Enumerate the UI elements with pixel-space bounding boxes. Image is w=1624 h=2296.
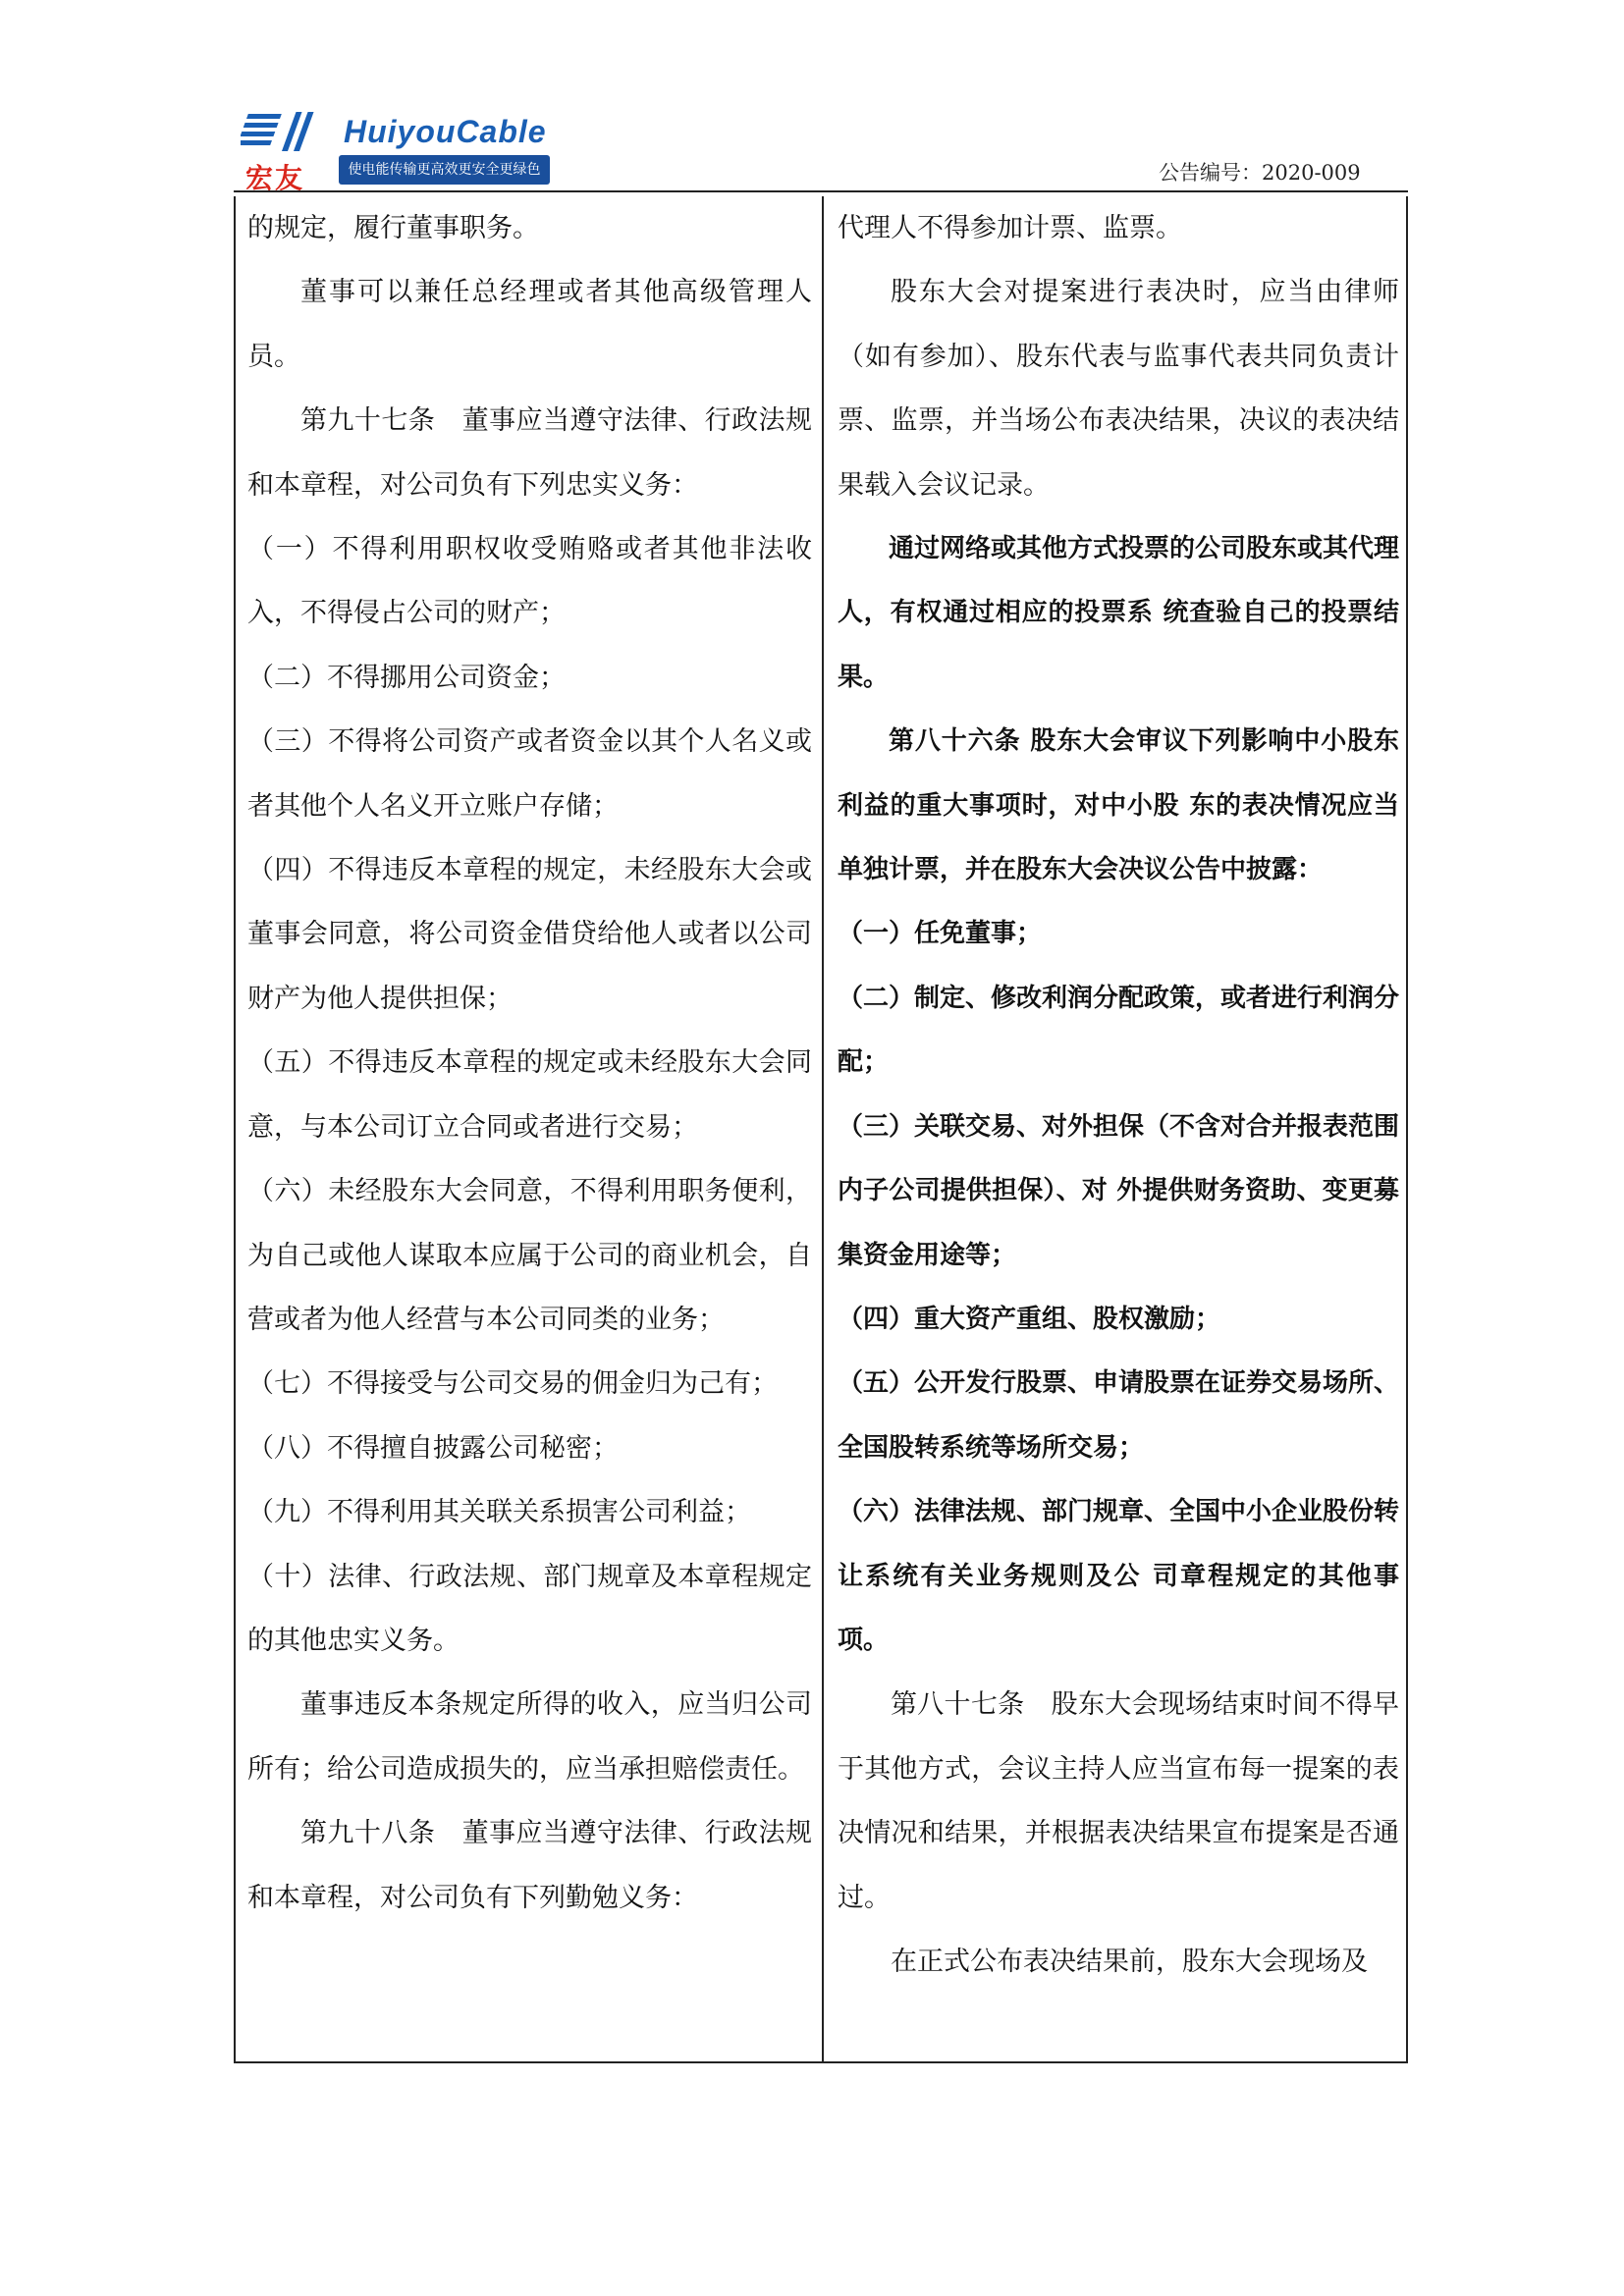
paragraph: （三）关联交易、对外担保（不含对合并报表范围内子公司提供担保）、对 外提供财务资助、变更募集资金用途等； [838, 1111, 1400, 1270]
paragraph: （三）不得将公司资产或者资金以其个人名义或者其他个人名义开立账户存储； [247, 726, 812, 822]
logo-english-name: HuiyouCable [344, 114, 547, 149]
paragraph: 的规定，履行董事职务。 [247, 213, 539, 243]
paragraph: （四）不得违反本章程的规定，未经股东大会或董事会同意，将公司资金借贷给他人或者以公司财产为他人提供担保； [247, 855, 812, 1014]
paragraph: 第八十七条 股东大会现场结束时间不得早于其他方式，会议主持人应当宣布每一提案的表决情况和结果，并根据表决结果宣布提案是否通过。 [838, 1689, 1399, 1913]
paragraph: 通过网络或其他方式投票的公司股东或其代理人，有权通过相应的投票系 统查验自己的投票结果。 [838, 534, 1400, 692]
paragraph: （五）不得违反本章程的规定或未经股东大会同意，与本公司订立合同或者进行交易； [247, 1047, 812, 1143]
paragraph: 董事可以兼任总经理或者其他高级管理人员。 [247, 277, 812, 372]
notice-number: 公告编号：2020-009 [1159, 161, 1361, 185]
comparison-table [234, 196, 1408, 2063]
paragraph: （八）不得擅自披露公司秘密； [247, 1432, 619, 1464]
paragraph: （二）不得挪用公司资金； [247, 662, 566, 693]
paragraph: （四）重大资产重组、股权激励； [838, 1304, 1221, 1334]
logo-chinese-name: 宏友 [245, 162, 305, 194]
paragraph: （五）公开发行股票、申请股票在证券交易场所、全国股转系统等场所交易； [838, 1368, 1400, 1463]
paragraph: 在正式公布表决结果前，股东大会现场及 [891, 1946, 1368, 1977]
paragraph: （一）不得利用职权收受贿赂或者其他非法收入，不得侵占公司的财产； [247, 534, 812, 629]
paragraph: （十）法律、行政法规、部门规章及本章程规定的其他忠实义务。 [247, 1561, 812, 1656]
paragraph: 代理人不得参加计票、监票。 [838, 213, 1182, 243]
paragraph: 第九十七条 董事应当遵守法律、行政法规和本章程，对公司负有下列忠实义务： [247, 405, 812, 501]
paragraph: （九）不得利用其关联关系损害公司利益； [247, 1497, 751, 1528]
paragraph: 第九十八条 董事应当遵守法律、行政法规和本章程，对公司负有下列勤勉义务： [247, 1818, 812, 1913]
header-rule [234, 190, 1408, 192]
paragraph: 董事违反本条规定所得的收入，应当归公司所有；给公司造成损失的，应当承担赔偿责任。 [247, 1689, 812, 1785]
paragraph: （六）未经股东大会同意，不得利用职务便利，为自己或他人谋取本应属于公司的商业机会，自营或者为他人经营与本公司同类的业务； [247, 1176, 812, 1335]
paragraph: （二）制定、修改利润分配政策，或者进行利润分配； [838, 983, 1400, 1078]
paragraph: （六）法律法规、部门规章、全国中小企业股份转让系统有关业务规则及公 司章程规定的其他事项。 [838, 1497, 1400, 1655]
paragraph: 第八十六条 股东大会审议下列影响中小股东利益的重大事项时，对中小股 东的表决情况应当单独计票，并在股东大会决议公告中披露： [838, 726, 1399, 885]
logo-slogan: 使电能传输更高效更安全更绿色 [339, 155, 550, 185]
paragraph: （七）不得接受与公司交易的佣金归为己有； [247, 1368, 778, 1400]
paragraph: 股东大会对提案进行表决时，应当由律师（如有参加）、股东代表与监事代表共同负责计票、监票，并当场公布表决结果，决议的表决结果载入会议记录。 [838, 277, 1399, 501]
paragraph: （一）任免董事； [838, 919, 1043, 949]
right-column [838, 196, 1399, 1994]
column-divider [822, 196, 824, 2061]
company-logo [241, 108, 565, 194]
left-column [247, 196, 812, 1930]
